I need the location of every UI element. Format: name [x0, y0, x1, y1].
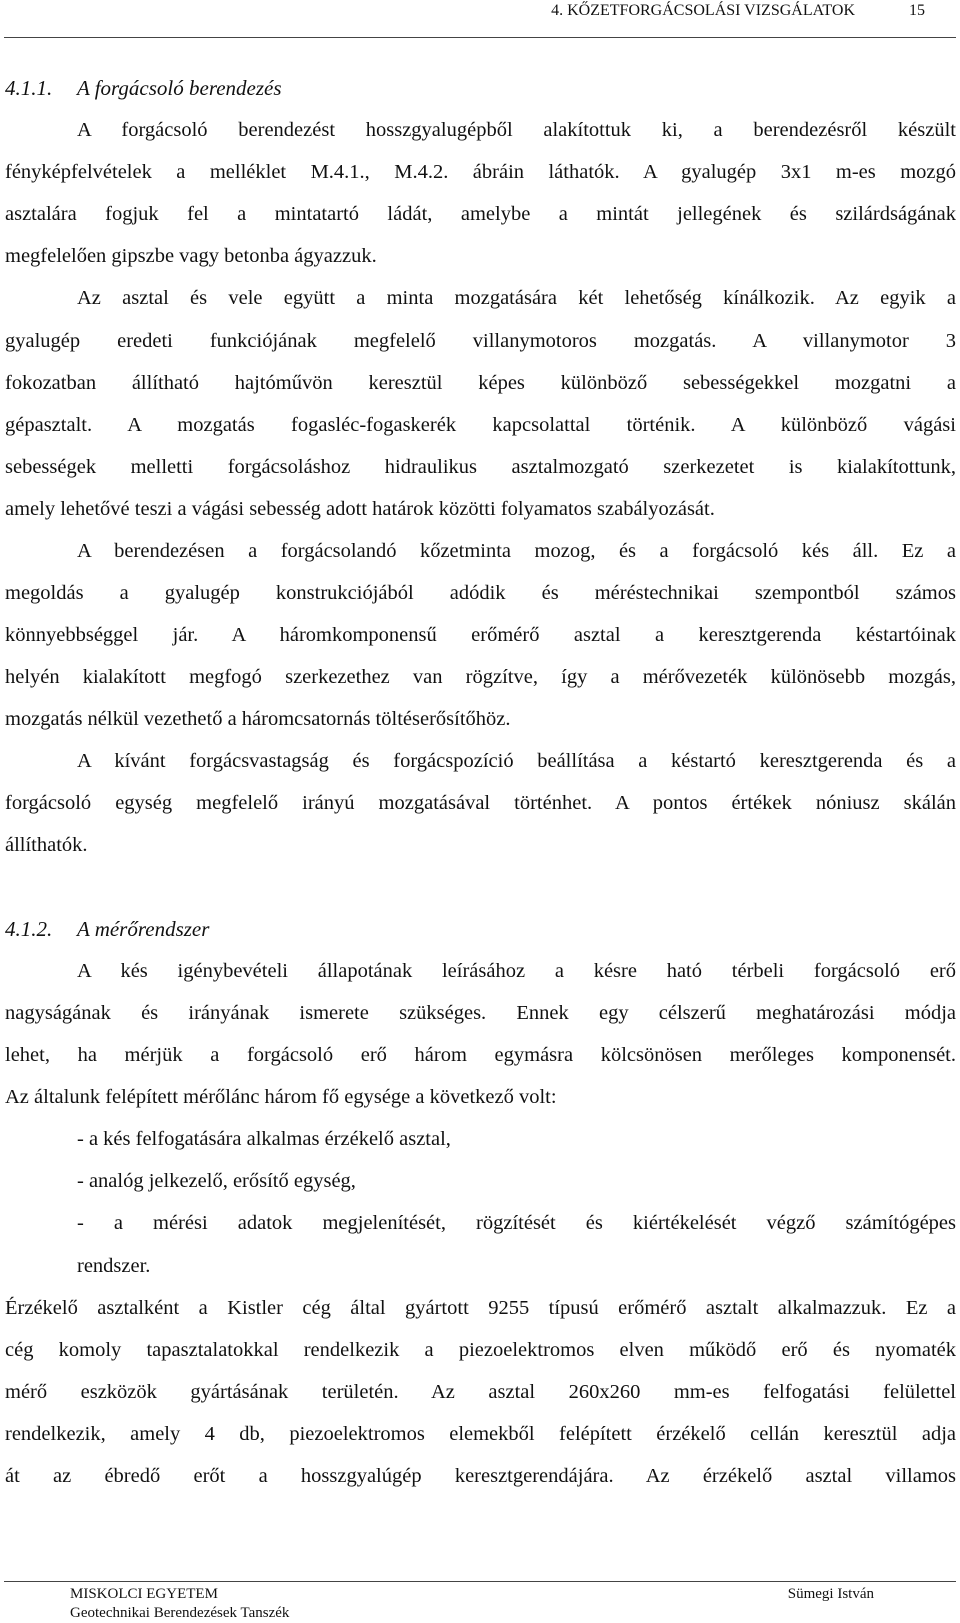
paragraph-line: Az általunk felépített mérőlánc három fő egysége a következő volt:: [5, 1086, 557, 1108]
paragraph-line: asztalára fogjuk fel a mintatartó ládát, amelybe a mintát jellegének és szilárdságának: [5, 203, 956, 225]
paragraph-line: amely lehetővé teszi a vágási sebesség adott határok közötti folyamatos szabályozását.: [5, 498, 715, 520]
paragraph-line: A kívánt forgácsvastagság és forgácspozíció beállítása a késtartó keresztgerenda és a: [77, 750, 956, 772]
section-number: 4.1.2.: [5, 917, 53, 941]
paragraph-line: át az ébredő erőt a hosszgyalúgép keresztgerendájára. Az érzékelő asztal villamos: [5, 1465, 956, 1487]
list-item: - analóg jelkezelő, erősítő egység,: [77, 1170, 356, 1192]
paragraph-line: megoldás a gyalugép konstrukciójából adódik és méréstechnikai szempontból számos: [5, 582, 956, 604]
list-item: - a kés felfogatására alkalmas érzékelő asztal,: [77, 1128, 451, 1150]
page-number: 15: [909, 2, 925, 19]
paragraph-line: mozgatás nélkül vezethető a háromcsatornás töltéserősítőhöz.: [5, 708, 511, 730]
section-heading-4-1-2: [5, 916, 956, 942]
paragraph-line: lehet, ha mérjük a forgácsoló erő három egymásra kölcsönösen merőleges komponensét.: [5, 1044, 956, 1066]
paragraph-line: gépasztalt. A mozgatás fogasléc-fogaskerék kapcsolattal történik. A különböző vágási: [5, 414, 956, 436]
paragraph-line: gyalugép eredeti funkciójának megfelelő villanymotoros mozgatás. A villanymotor 3: [5, 330, 956, 352]
paragraph-line: fényképfelvételek a melléklet M.4.1., M.4.2. ábráin láthatók. A gyalugép 3x1 m-es mozgó: [5, 161, 956, 183]
footer-affiliation: [70, 1585, 289, 1623]
department-name: Geotechnikai Berendezések Tanszék: [70, 1605, 290, 1621]
paragraph-line: sebességek melletti forgácsoláshoz hidraulikus asztalmozgató szerkezetet is kialakítottunk,: [5, 456, 956, 478]
paragraph-line: A kés igénybevételi állapotának leírásához a késre ható térbeli forgácsoló erő: [77, 960, 956, 982]
page-header: [0, 0, 960, 28]
header-divider: [4, 37, 956, 38]
footer-divider: [4, 1581, 956, 1582]
chapter-title: 4. KŐZETFORGÁCSOLÁSI VIZSGÁLATOK: [551, 2, 855, 19]
paragraph-line: forgácsoló egység megfelelő irányú mozgatásával történhet. A pontos értékek nóniusz skálán: [5, 792, 956, 814]
list-item-continuation: rendszer.: [77, 1255, 151, 1277]
institution-name: MISKOLCI EGYETEM: [70, 1586, 218, 1602]
paragraph-line: Érzékelő asztalként a Kistler cég által gyártott 9255 típusú erőmérő asztalt alkalmazzuk. Ez a: [5, 1297, 956, 1319]
section-title: A mérőrendszer: [77, 917, 210, 941]
author-name: Sümegi István: [787, 1586, 874, 1602]
list-item: - a mérési adatok megjelenítését, rögzítését és kiértékelését végző számítógépes: [77, 1212, 956, 1234]
paragraph-line: fokozatban állítható hajtóművön keresztül képes különböző sebességekkel mozgatni a: [5, 372, 956, 394]
paragraph-line: nagyságának és irányának ismerete szükséges. Ennek egy célszerű meghatározási módja: [5, 1002, 956, 1024]
paragraph-line: könnyebbséggel jár. A háromkomponensű erőmérő asztal a keresztgerenda késtartóinak: [5, 624, 956, 646]
paragraph-line: helyén kialakított megfogó szerkezethez van rögzítve, így a mérővezeték különösebb mozgás,: [5, 666, 956, 688]
paragraph-line: rendelkezik, amely 4 db, piezoelektromos elemekből felépített érzékelő cellán keresztül adja: [5, 1423, 956, 1445]
section-title: A forgácsoló berendezés: [77, 76, 282, 100]
section-heading-4-1-1: [5, 75, 956, 101]
paragraph-line: Az asztal és vele együtt a minta mozgatására két lehetőség kínálkozik. Az egyik a: [77, 287, 956, 309]
paragraph-line: A berendezésen a forgácsolandó kőzetminta mozog, és a forgácsoló kés áll. Ez a: [77, 540, 956, 562]
paragraph-line: mérő eszközök gyártásának területén. Az asztal 260x260 mm-es felfogatási felülettel: [5, 1381, 956, 1403]
paragraph-line: állíthatók.: [5, 834, 88, 856]
paragraph-line: megfelelően gipszbe vagy betonba ágyazzuk.: [5, 245, 377, 267]
paragraph-line: A forgácsoló berendezést hosszgyalugépből alakítottuk ki, a berendezésről készült: [77, 119, 956, 141]
paragraph-line: cég komoly tapasztalatokkal rendelkezik a piezoelektromos elven működő erő és nyomaték: [5, 1339, 956, 1361]
section-number: 4.1.1.: [5, 76, 53, 100]
